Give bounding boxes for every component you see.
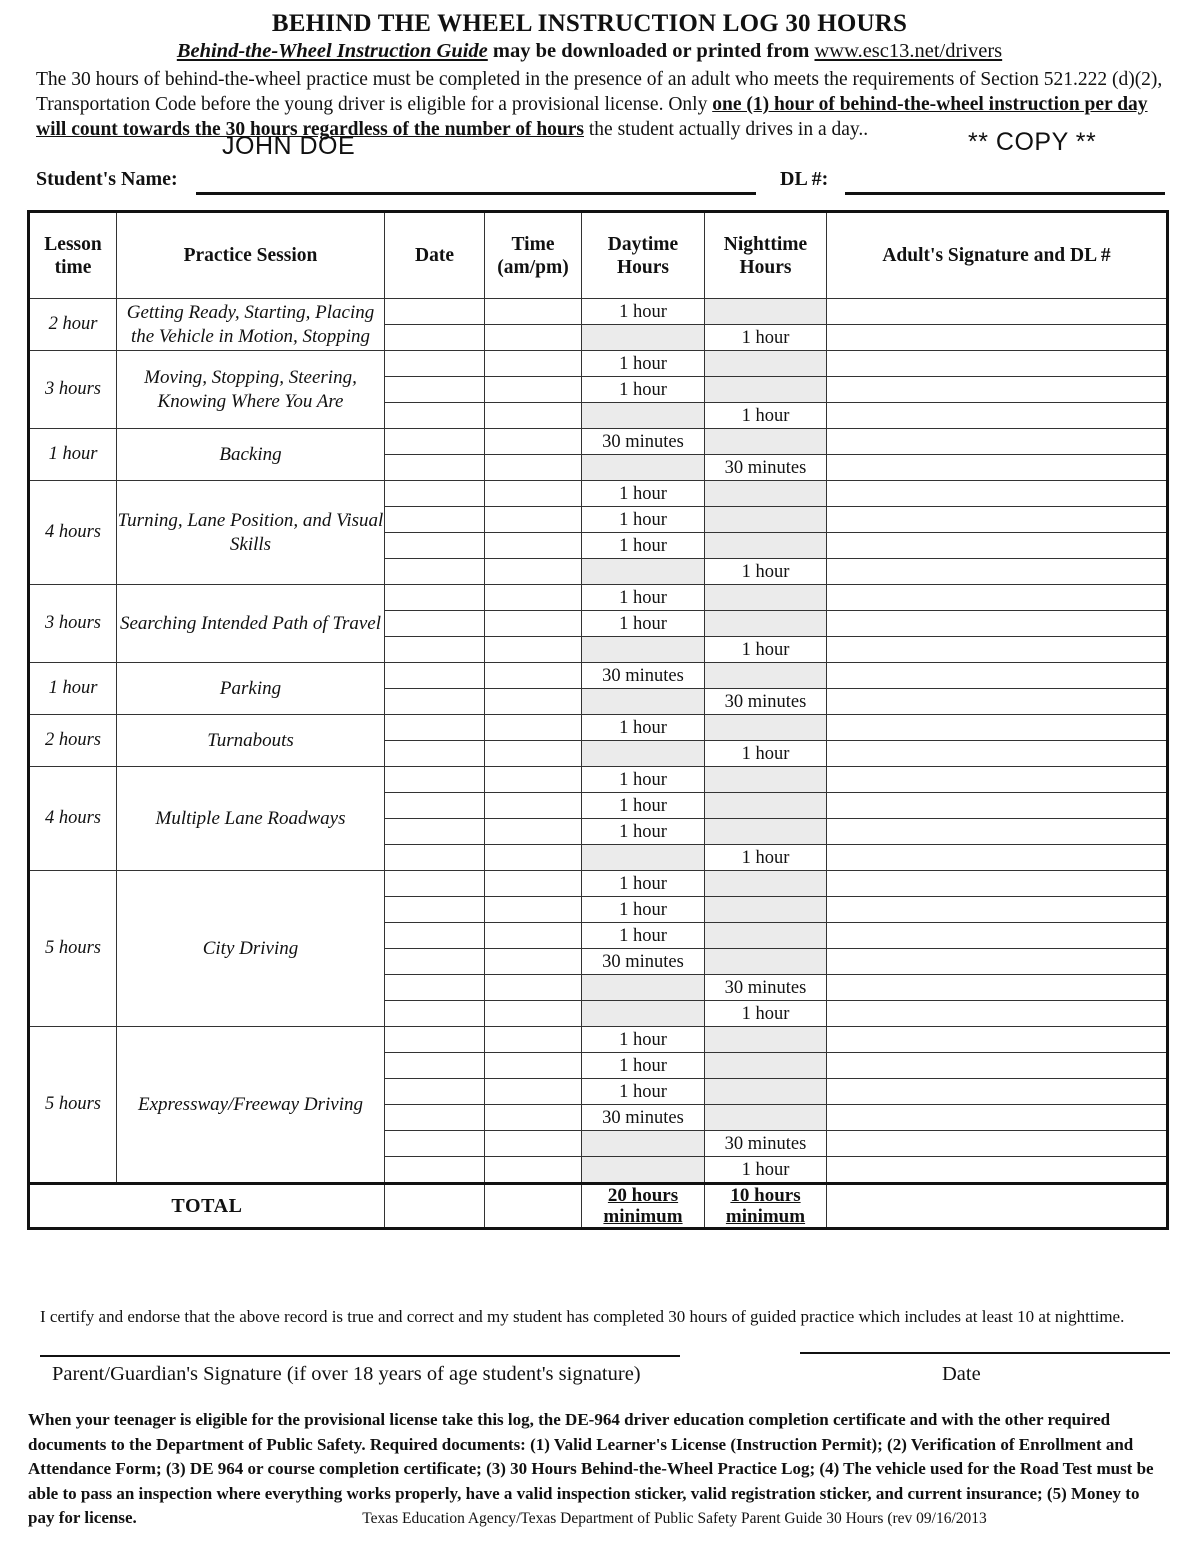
daytime-hours-cell[interactable]: 30 minutes: [582, 1105, 705, 1131]
date-cell[interactable]: [385, 637, 485, 663]
lesson-time-cell: 5 hours: [29, 871, 117, 1027]
column-header-adult-signature: Adult's Signature and DL #: [827, 212, 1168, 299]
column-header-daytime-line2: Hours: [616, 256, 669, 278]
practice-session-cell: Backing: [117, 429, 385, 481]
date-cell[interactable]: [385, 299, 485, 325]
total-daytime-cell: [582, 1184, 705, 1229]
date-cell[interactable]: [385, 455, 485, 481]
table-row: [29, 663, 1168, 689]
column-header-nighttime-hours: [705, 212, 827, 299]
nighttime-hours-cell[interactable]: [705, 767, 827, 793]
nighttime-hours-cell[interactable]: 1 hour: [705, 1001, 827, 1027]
total-time-cell[interactable]: [485, 1184, 582, 1229]
daytime-hours-cell[interactable]: 30 minutes: [582, 663, 705, 689]
adult-signature-cell[interactable]: [827, 403, 1168, 429]
adult-signature-cell[interactable]: [827, 923, 1168, 949]
adult-signature-cell[interactable]: [827, 1027, 1168, 1053]
daytime-hours-cell[interactable]: [582, 689, 705, 715]
time-cell[interactable]: [485, 637, 582, 663]
daytime-hours-cell[interactable]: [582, 1157, 705, 1184]
practice-session-cell: Expressway/Freeway Driving: [117, 1027, 385, 1184]
adult-signature-cell[interactable]: [827, 351, 1168, 377]
daytime-hours-cell[interactable]: [582, 741, 705, 767]
daytime-hours-cell[interactable]: 30 minutes: [582, 429, 705, 455]
date-cell[interactable]: [385, 793, 485, 819]
adult-signature-cell[interactable]: [827, 637, 1168, 663]
daytime-hours-cell[interactable]: 1 hour: [582, 377, 705, 403]
nighttime-hours-cell[interactable]: 30 minutes: [705, 689, 827, 715]
adult-signature-cell[interactable]: [827, 819, 1168, 845]
date-cell[interactable]: [385, 767, 485, 793]
intro-paragraph-part2: the student actually drives in a day..: [584, 119, 869, 140]
date-cell[interactable]: [385, 1027, 485, 1053]
table-row: [29, 1027, 1168, 1053]
table-row: [29, 715, 1168, 741]
column-header-lesson-time-line2: time: [54, 256, 92, 278]
date-cell[interactable]: [385, 351, 485, 377]
nighttime-hours-cell[interactable]: [705, 871, 827, 897]
lesson-time-cell: 1 hour: [29, 663, 117, 715]
column-header-time-line1: Time: [511, 233, 555, 255]
nighttime-hours-cell[interactable]: 1 hour: [705, 637, 827, 663]
daytime-hours-cell[interactable]: [582, 637, 705, 663]
practice-session-cell: Parking: [117, 663, 385, 715]
time-cell[interactable]: [485, 663, 582, 689]
nighttime-hours-cell[interactable]: 1 hour: [705, 741, 827, 767]
table-header: [29, 212, 1168, 299]
nighttime-hours-cell[interactable]: [705, 533, 827, 559]
practice-session-cell: City Driving: [117, 871, 385, 1027]
time-cell[interactable]: [485, 715, 582, 741]
nighttime-hours-cell[interactable]: [705, 793, 827, 819]
time-cell[interactable]: [485, 325, 582, 351]
daytime-hours-cell[interactable]: 1 hour: [582, 767, 705, 793]
column-header-time-line2: (am/pm): [497, 256, 569, 278]
table-row: [29, 299, 1168, 325]
table-header-row: [29, 212, 1168, 299]
nighttime-hours-cell[interactable]: [705, 1105, 827, 1131]
date-cell[interactable]: [385, 403, 485, 429]
time-cell[interactable]: [485, 299, 582, 325]
total-row: [29, 1184, 1168, 1229]
column-header-date: Date: [385, 212, 485, 299]
time-cell[interactable]: [485, 897, 582, 923]
nighttime-hours-cell[interactable]: 1 hour: [705, 403, 827, 429]
adult-signature-cell[interactable]: [827, 767, 1168, 793]
column-header-nighttime-line2: Hours: [739, 256, 792, 278]
table-row: [29, 481, 1168, 507]
column-header-daytime-line1: Daytime: [607, 233, 679, 255]
adult-signature-cell[interactable]: [827, 377, 1168, 403]
time-cell[interactable]: [485, 741, 582, 767]
date-cell[interactable]: [385, 533, 485, 559]
nighttime-hours-cell[interactable]: [705, 949, 827, 975]
requirements-notice: When your teenager is eligible for the provisional license take this log, the DE-964 driver education completion certificate and with the other required documents to the Department of Public Safety. Required documents: (1) Valid Learner's License (Instruction Permit); (2) Verification of Enrollment and Attendance Form; (3) DE 964 or course completion certificate; (3) 30 Hours Behind-the-Wheel Practice Log; (4) The vehicle used for the Road Test must be able to pass an inspection where everything works properly, have a valid inspection sticker, valid registration sticker, and current insurance; (5) Money to pay for license.: [28, 1410, 1154, 1527]
adult-signature-cell[interactable]: [827, 1131, 1168, 1157]
adult-signature-cell[interactable]: [827, 1157, 1168, 1184]
student-name-value[interactable]: JOHN DOE: [222, 132, 356, 160]
adult-signature-cell[interactable]: [827, 793, 1168, 819]
date-cell[interactable]: [385, 715, 485, 741]
daytime-hours-cell[interactable]: [582, 975, 705, 1001]
lesson-time-cell: 3 hours: [29, 585, 117, 663]
time-cell[interactable]: [485, 611, 582, 637]
nighttime-hours-cell[interactable]: [705, 923, 827, 949]
nighttime-hours-cell[interactable]: [705, 429, 827, 455]
time-cell[interactable]: [485, 1053, 582, 1079]
guide-subtitle: [0, 40, 1179, 63]
nighttime-hours-cell[interactable]: [705, 351, 827, 377]
student-name-underline: [196, 192, 756, 195]
practice-session-cell: Getting Ready, Starting, Placing the Vehicle in Motion, Stopping: [117, 299, 385, 351]
adult-signature-cell[interactable]: [827, 1105, 1168, 1131]
nighttime-hours-cell[interactable]: [705, 1027, 827, 1053]
lesson-time-cell: 2 hour: [29, 299, 117, 351]
lesson-time-cell: 4 hours: [29, 767, 117, 871]
parent-signature-line[interactable]: [40, 1355, 680, 1357]
time-cell[interactable]: [485, 585, 582, 611]
date-cell[interactable]: [385, 585, 485, 611]
adult-signature-cell[interactable]: [827, 533, 1168, 559]
nighttime-hours-cell[interactable]: 1 hour: [705, 325, 827, 351]
daytime-hours-cell[interactable]: 1 hour: [582, 715, 705, 741]
column-header-daytime-hours: [582, 212, 705, 299]
guide-url-link[interactable]: www.esc13.net/drivers: [814, 40, 1003, 62]
time-cell[interactable]: [485, 1001, 582, 1027]
nighttime-hours-cell[interactable]: [705, 897, 827, 923]
column-header-time: [485, 212, 582, 299]
time-cell[interactable]: [485, 949, 582, 975]
time-cell[interactable]: [485, 351, 582, 377]
daytime-hours-cell[interactable]: 1 hour: [582, 793, 705, 819]
adult-signature-cell[interactable]: [827, 663, 1168, 689]
nighttime-hours-cell[interactable]: [705, 1079, 827, 1105]
table-row: [29, 767, 1168, 793]
time-cell[interactable]: [485, 1027, 582, 1053]
adult-signature-cell[interactable]: [827, 1001, 1168, 1027]
adult-signature-cell[interactable]: [827, 611, 1168, 637]
daytime-hours-cell[interactable]: 1 hour: [582, 1053, 705, 1079]
daytime-hours-cell[interactable]: 1 hour: [582, 611, 705, 637]
total-signature-cell[interactable]: [827, 1184, 1168, 1229]
time-cell[interactable]: [485, 923, 582, 949]
nighttime-hours-cell[interactable]: [705, 299, 827, 325]
date-cell[interactable]: [385, 611, 485, 637]
column-header-lesson-time-line1: Lesson: [44, 233, 102, 255]
daytime-hours-cell[interactable]: [582, 1131, 705, 1157]
table-row: [29, 351, 1168, 377]
daytime-hours-cell[interactable]: 1 hour: [582, 507, 705, 533]
daytime-hours-cell[interactable]: 1 hour: [582, 897, 705, 923]
date-cell[interactable]: [385, 377, 485, 403]
practice-session-cell: Moving, Stopping, Steering, Knowing Where You Are: [117, 351, 385, 429]
date-cell[interactable]: [385, 949, 485, 975]
time-cell[interactable]: [485, 975, 582, 1001]
student-name-label: Student's Name:: [36, 168, 178, 190]
time-cell[interactable]: [485, 455, 582, 481]
adult-signature-cell[interactable]: [827, 975, 1168, 1001]
adult-signature-cell[interactable]: [827, 949, 1168, 975]
lesson-time-cell: 1 hour: [29, 429, 117, 481]
daytime-hours-cell[interactable]: [582, 1001, 705, 1027]
date-cell[interactable]: [385, 897, 485, 923]
signature-date-label: Date: [942, 1363, 981, 1385]
adult-signature-cell[interactable]: [827, 689, 1168, 715]
time-cell[interactable]: [485, 767, 582, 793]
document-credit: Texas Education Agency/Texas Department of Public Safety Parent Guide 30 Hours (rev 09/16/2013: [362, 1510, 987, 1527]
time-cell[interactable]: [485, 507, 582, 533]
date-cell[interactable]: [385, 871, 485, 897]
nighttime-hours-cell[interactable]: [705, 819, 827, 845]
nighttime-hours-cell[interactable]: [705, 1053, 827, 1079]
adult-signature-cell[interactable]: [827, 325, 1168, 351]
time-cell[interactable]: [485, 1157, 582, 1184]
adult-signature-cell[interactable]: [827, 299, 1168, 325]
daytime-hours-cell[interactable]: 30 minutes: [582, 949, 705, 975]
dl-number-label: DL #:: [780, 168, 829, 190]
column-header-practice-session: Practice Session: [117, 212, 385, 299]
date-cell[interactable]: [385, 663, 485, 689]
date-cell[interactable]: [385, 1105, 485, 1131]
adult-signature-cell[interactable]: [827, 429, 1168, 455]
daytime-hours-cell[interactable]: 1 hour: [582, 871, 705, 897]
date-cell[interactable]: [385, 481, 485, 507]
nighttime-hours-cell[interactable]: [705, 377, 827, 403]
lesson-time-cell: 4 hours: [29, 481, 117, 585]
date-cell[interactable]: [385, 923, 485, 949]
certification-statement: I certify and endorse that the above record is true and correct and my student has completed 30 hours of guided practice which includes at least 10 at nighttime.: [40, 1307, 1125, 1326]
date-cell[interactable]: [385, 507, 485, 533]
date-cell[interactable]: [385, 741, 485, 767]
date-cell[interactable]: [385, 1157, 485, 1184]
daytime-hours-cell[interactable]: [582, 325, 705, 351]
document-page: [0, 10, 1179, 1543]
adult-signature-cell[interactable]: [827, 585, 1168, 611]
daytime-hours-cell[interactable]: 1 hour: [582, 1079, 705, 1105]
adult-signature-cell[interactable]: [827, 1079, 1168, 1105]
nighttime-hours-cell[interactable]: [705, 481, 827, 507]
time-cell[interactable]: [485, 1131, 582, 1157]
total-daytime-line2: minimum: [603, 1206, 683, 1227]
total-nighttime-line2: minimum: [725, 1206, 806, 1227]
table-row: [29, 429, 1168, 455]
time-cell[interactable]: [485, 377, 582, 403]
adult-signature-cell[interactable]: [827, 559, 1168, 585]
table-row: [29, 585, 1168, 611]
date-cell[interactable]: [385, 689, 485, 715]
page-title: BEHIND THE WHEEL INSTRUCTION LOG 30 HOURS: [271, 10, 908, 37]
practice-session-cell: Turning, Lane Position, and Visual Skills: [117, 481, 385, 585]
lesson-time-cell: 5 hours: [29, 1027, 117, 1184]
adult-signature-cell[interactable]: [827, 507, 1168, 533]
copy-stamp: ** COPY **: [968, 128, 1097, 156]
adult-signature-cell[interactable]: [827, 715, 1168, 741]
intro-paragraph-emphasis: one (1) hour of behind-the-wheel instruction per day will count towards the 30 hours regardless of the number of hours: [36, 94, 1148, 140]
daytime-hours-cell[interactable]: 1 hour: [582, 299, 705, 325]
date-cell[interactable]: [385, 429, 485, 455]
time-cell[interactable]: [485, 403, 582, 429]
time-cell[interactable]: [485, 1079, 582, 1105]
daytime-hours-cell[interactable]: 1 hour: [582, 533, 705, 559]
nighttime-hours-cell[interactable]: 1 hour: [705, 559, 827, 585]
instruction-log-table: [27, 210, 1169, 1230]
daytime-hours-cell[interactable]: [582, 403, 705, 429]
nighttime-hours-cell[interactable]: [705, 663, 827, 689]
adult-signature-cell[interactable]: [827, 481, 1168, 507]
lesson-time-cell: 3 hours: [29, 351, 117, 429]
nighttime-hours-cell[interactable]: [705, 611, 827, 637]
adult-signature-cell[interactable]: [827, 741, 1168, 767]
adult-signature-cell[interactable]: [827, 1053, 1168, 1079]
nighttime-hours-cell[interactable]: 30 minutes: [705, 1131, 827, 1157]
adult-signature-cell[interactable]: [827, 871, 1168, 897]
time-cell[interactable]: [485, 845, 582, 871]
total-daytime-line1: 20 hours: [607, 1185, 679, 1206]
daytime-hours-cell[interactable]: 1 hour: [582, 585, 705, 611]
daytime-hours-cell[interactable]: 1 hour: [582, 923, 705, 949]
table-row: [29, 871, 1168, 897]
signature-date-line[interactable]: [800, 1352, 1170, 1354]
daytime-hours-cell[interactable]: 1 hour: [582, 481, 705, 507]
intro-paragraph-part1: The 30 hours of behind-the-wheel practice must be completed in the presence of an adult who meets the requirements of Section 521.222 (d)(2), Transportation Code before the young driver is eligible for a provisional license. Only: [36, 69, 1163, 115]
guide-title-text: Behind-the-Wheel Instruction Guide: [176, 40, 488, 62]
total-nighttime-line1: 10 hours: [730, 1185, 801, 1206]
nighttime-hours-cell[interactable]: [705, 507, 827, 533]
practice-session-cell: Turnabouts: [117, 715, 385, 767]
time-cell[interactable]: [485, 481, 582, 507]
nighttime-hours-cell[interactable]: 30 minutes: [705, 975, 827, 1001]
date-cell[interactable]: [385, 1131, 485, 1157]
nighttime-hours-cell[interactable]: [705, 585, 827, 611]
adult-signature-cell[interactable]: [827, 845, 1168, 871]
daytime-hours-cell[interactable]: [582, 455, 705, 481]
date-cell[interactable]: [385, 975, 485, 1001]
nighttime-hours-cell[interactable]: 1 hour: [705, 1157, 827, 1184]
adult-signature-cell[interactable]: [827, 455, 1168, 481]
time-cell[interactable]: [485, 819, 582, 845]
daytime-hours-cell[interactable]: 1 hour: [582, 1027, 705, 1053]
daytime-hours-cell[interactable]: [582, 559, 705, 585]
time-cell[interactable]: [485, 559, 582, 585]
time-cell[interactable]: [485, 793, 582, 819]
time-cell[interactable]: [485, 871, 582, 897]
nighttime-hours-cell[interactable]: 1 hour: [705, 845, 827, 871]
date-cell[interactable]: [385, 1053, 485, 1079]
column-header-lesson-time: [29, 212, 117, 299]
nighttime-hours-cell[interactable]: 30 minutes: [705, 455, 827, 481]
date-cell[interactable]: [385, 559, 485, 585]
column-header-nighttime-line1: Nighttime: [723, 233, 808, 255]
date-cell[interactable]: [385, 845, 485, 871]
guide-mid-text: may be downloaded or printed from: [487, 40, 815, 62]
time-cell[interactable]: [485, 1105, 582, 1131]
lesson-time-cell: 2 hours: [29, 715, 117, 767]
daytime-hours-cell[interactable]: 1 hour: [582, 351, 705, 377]
daytime-hours-cell[interactable]: [582, 845, 705, 871]
total-label: TOTAL: [29, 1184, 385, 1229]
date-cell[interactable]: [385, 325, 485, 351]
parent-signature-label: Parent/Guardian's Signature (if over 18 years of age student's signature): [52, 1363, 641, 1385]
daytime-hours-cell[interactable]: 1 hour: [582, 819, 705, 845]
date-cell[interactable]: [385, 1001, 485, 1027]
adult-signature-cell[interactable]: [827, 897, 1168, 923]
dl-number-underline: [845, 192, 1165, 195]
nighttime-hours-cell[interactable]: [705, 715, 827, 741]
date-cell[interactable]: [385, 819, 485, 845]
table-body: [29, 299, 1168, 1184]
time-cell[interactable]: [485, 533, 582, 559]
total-nighttime-cell: [705, 1184, 827, 1229]
table-footer: [29, 1184, 1168, 1229]
total-date-cell[interactable]: [385, 1184, 485, 1229]
time-cell[interactable]: [485, 429, 582, 455]
date-cell[interactable]: [385, 1079, 485, 1105]
practice-session-cell: Searching Intended Path of Travel: [117, 585, 385, 663]
practice-session-cell: Multiple Lane Roadways: [117, 767, 385, 871]
time-cell[interactable]: [485, 689, 582, 715]
